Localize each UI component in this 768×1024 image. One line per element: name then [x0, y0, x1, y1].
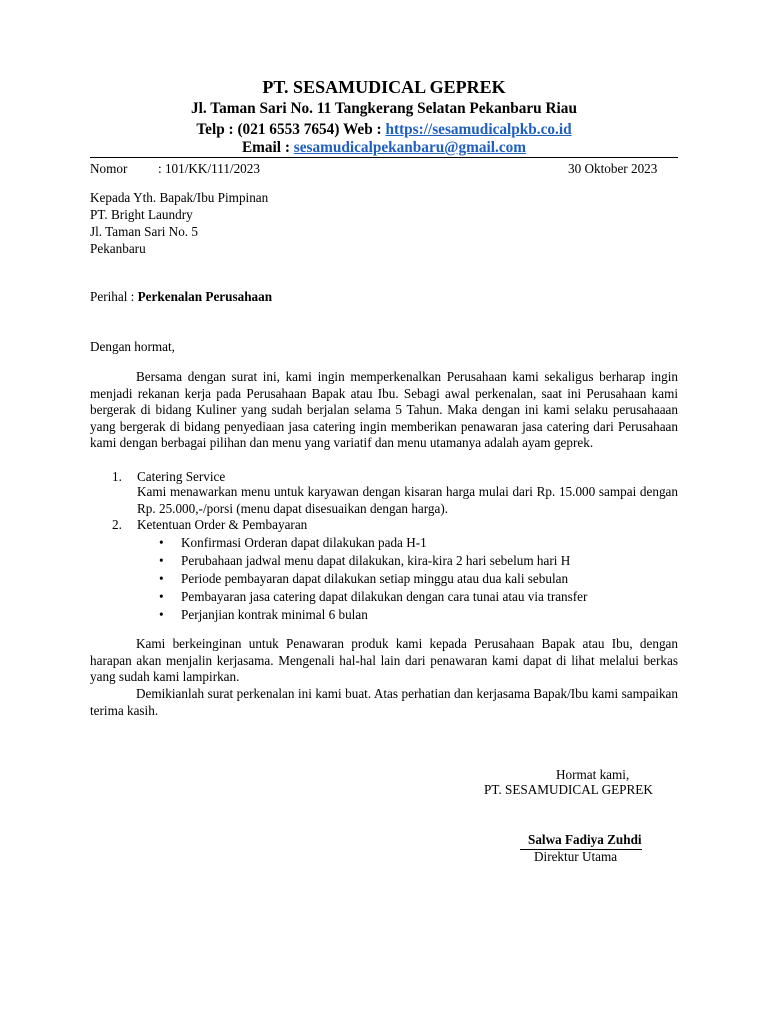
greeting: Dengan hormat, [90, 339, 175, 354]
list-number: 2. [112, 517, 122, 532]
list-item [159, 553, 587, 571]
list-item [159, 589, 587, 607]
email-link[interactable]: sesamudicalpekanbaru@gmail.com [293, 139, 527, 156]
perihal [90, 289, 272, 306]
letter-date: 30 Oktober 2023 [568, 161, 658, 176]
regards: Hormat kami, [556, 767, 630, 782]
signatory-name: Salwa Fadiya Zuhdi [520, 832, 642, 850]
recipient-line: Jl. Taman Sari No. 5 [90, 224, 198, 239]
company-name: PT. SESAMUDICAL GEPREK [262, 77, 506, 97]
intro-paragraph: Bersama dengan surat ini, kami ingin memperkenalkan Perusahaan kami sekaligus berharap ingin menjadi rekanan kerja pada Perusahaan Bapak atau Ibu. Sebagi awal perkenalan, saat ini Perusahaan kami bergerak di bidang Kuliner yang sudah berjalan selama 5 Tahun. Maka dengan ini kami selaku perusahaaan yang bergerak di bidang penyediaan jasa catering ingin memberikan penawaran jasa catering dari Perusahaan kami dengan berbagai pilihan dan menu yang variatif dan menu utamanya adalah ayam geprek. [90, 369, 678, 450]
nomor-label: Nomor [90, 161, 128, 176]
list-item [159, 607, 587, 625]
closing-paragraph: Demikianlah surat perkenalan ini kami buat. Atas perhatian dan kerjasama Bapak/Ibu kami sampaikan terima kasih. [90, 686, 678, 718]
bullet-icon: • [159, 607, 164, 622]
list-title: Catering Service [137, 469, 226, 484]
website-link[interactable]: https://sesamudicalpkb.co.id [385, 121, 572, 138]
signature-company: PT. SESAMUDICAL GEPREK [484, 782, 653, 797]
bullet-icon: • [159, 553, 164, 568]
bullet-text: Perubahaan jadwal menu dapat dilakukan, kira-kira 2 hari sebelum hari H [181, 553, 571, 568]
letterhead-divider [90, 157, 678, 158]
recipient-line: PT. Bright Laundry [90, 207, 193, 222]
email-label: Email : [241, 139, 294, 156]
bullet-icon: • [159, 571, 164, 586]
company-email-line [90, 139, 678, 157]
recipient-line: Pekanbaru [90, 241, 146, 256]
recipient-line: Kepada Yth. Bapak/Ibu Pimpinan [90, 190, 269, 205]
bullet-icon: • [159, 535, 164, 550]
signatory-title: Direktur Utama [534, 849, 618, 864]
bullet-icon: • [159, 589, 164, 604]
perihal-value: Perkenalan Perusahaan [137, 289, 273, 304]
perihal-label: Perihal : [90, 289, 138, 304]
list-body: Kami menawarkan menu untuk karyawan dengan kisaran harga mulai dari Rp. 15.000 sampai dengan Rp. 25.000,-/porsi (menu dapat disesuaikan dengan harga). [137, 484, 678, 516]
bullet-text: Periode pembayaran dapat dilakukan setiap minggu atau dua kali sebulan [181, 571, 569, 586]
bullet-text: Perjanjian kontrak minimal 6 bulan [181, 607, 368, 622]
nomor-value: : 101/KK/111/2023 [158, 161, 260, 176]
list-item [159, 535, 587, 553]
closing-paragraph: Kami berkeinginan untuk Penawaran produk kami kepada Perusahaan Bapak atau Ibu, dengan harapan akan menjalin kerjasama. Mengenali hal-hal lain dari penawaran kami dapat di lihat melalui berkas yang sudah kami lampirkan. [90, 636, 678, 684]
list-title: Ketentuan Order & Pembayaran [137, 517, 308, 532]
bullet-text: Konfirmasi Orderan dapat dilakukan pada H-1 [181, 535, 427, 550]
list-item [159, 571, 587, 589]
list-number: 1. [112, 469, 122, 484]
company-contact [90, 121, 678, 139]
terms-bullet-list [159, 535, 587, 625]
company-address: Jl. Taman Sari No. 11 Tangkerang Selatan Pekanbaru Riau [191, 100, 577, 117]
telp-web-label: Telp : (021 6553 7654) Web : [196, 121, 386, 138]
bullet-text: Pembayaran jasa catering dapat dilakukan dengan cara tunai atau via transfer [181, 589, 588, 604]
